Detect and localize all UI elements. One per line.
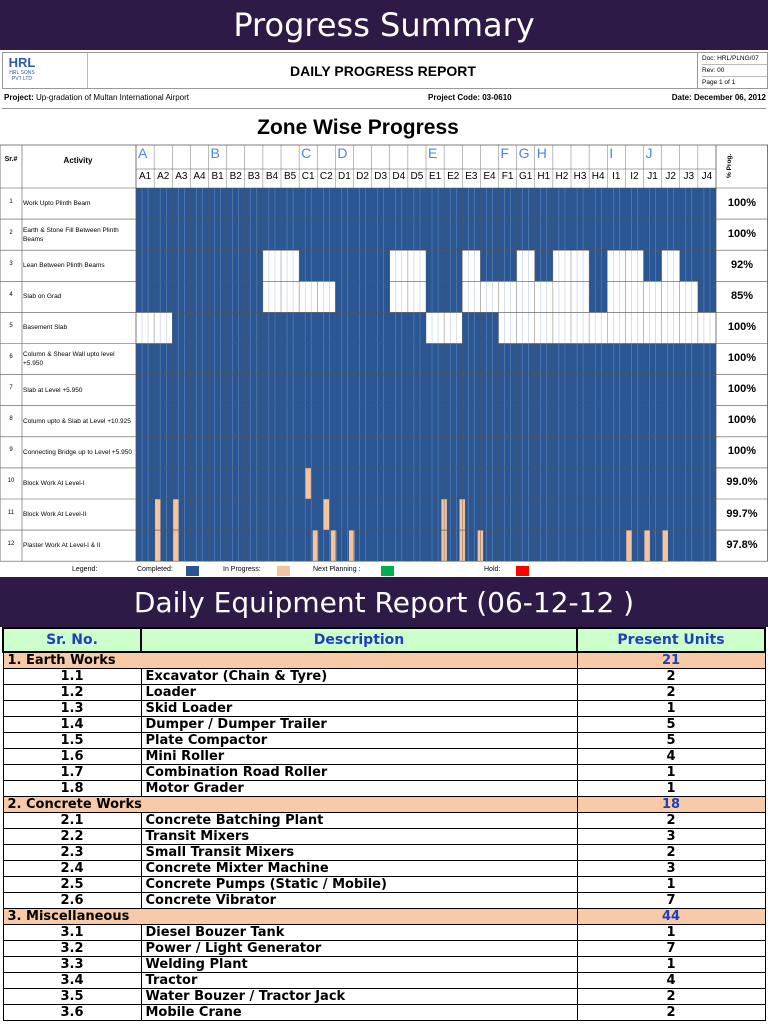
in-progress-bar	[173, 499, 178, 530]
legend-completed-label: Completed:	[137, 566, 173, 573]
table-row	[3, 685, 765, 701]
column-code-e2: E2	[447, 171, 460, 182]
item-sr-no: 3.4	[3, 973, 141, 989]
company-logo: HRL HRL SONS PVT LTD	[8, 55, 36, 82]
activity-label: Plaster Work At Level-I & II	[23, 542, 101, 550]
not-started-cell	[517, 281, 535, 312]
not-started-cell	[281, 250, 299, 281]
not-started-cell	[662, 250, 680, 281]
zone-label-j: J	[645, 145, 653, 161]
legend	[0, 565, 768, 577]
legend-label: Legend:	[72, 566, 98, 573]
column-code-b2: B2	[229, 171, 242, 182]
row-number: 5	[9, 322, 13, 329]
item-description: Water Bouzer / Tractor Jack	[141, 989, 577, 1005]
item-sr-no: 1.1	[3, 669, 141, 685]
equipment-report-banner	[0, 577, 768, 627]
legend-in-progress-swatch	[277, 566, 290, 576]
item-description: Tractor	[141, 973, 577, 989]
item-sr-no: 1.6	[3, 749, 141, 765]
item-present-units: 2	[577, 685, 765, 701]
activity-label: Lean Between Plinth Beams	[23, 262, 105, 270]
column-code-e3: E3	[465, 171, 478, 182]
not-started-cell	[625, 250, 643, 281]
in-progress-bar	[305, 468, 310, 499]
activity-label: Block Work At Level-II	[23, 511, 87, 519]
item-description: Motor Grader	[141, 781, 577, 797]
item-present-units: 1	[577, 701, 765, 717]
column-code-j3: J3	[683, 171, 695, 182]
not-started-cell	[462, 281, 480, 312]
column-code-d2: D2	[356, 171, 369, 182]
legend-in-progress-label: In Progress:	[223, 566, 261, 573]
present-units-header: Present Units	[577, 628, 765, 652]
item-sr-no: 1.3	[3, 701, 141, 717]
row-number: 12	[7, 540, 15, 547]
description-header: Description	[141, 628, 577, 652]
item-sr-no: 2.1	[3, 813, 141, 829]
zone-label-f: F	[500, 145, 510, 161]
column-code-h2: H2	[555, 171, 569, 182]
category-total: 44	[577, 909, 765, 925]
in-progress-bar	[626, 530, 631, 561]
table-row	[3, 925, 765, 941]
item-description: Concrete Vibrator	[141, 893, 577, 909]
item-present-units: 2	[577, 989, 765, 1005]
table-row	[3, 877, 765, 893]
zone-label-d: D	[337, 145, 348, 161]
table-header-row	[3, 628, 765, 652]
equipment-report-title: Daily Equipment Report (06-12-12 )	[133, 586, 635, 619]
column-code-c2: C2	[319, 171, 333, 182]
not-started-cell	[281, 281, 299, 312]
item-present-units: 5	[577, 733, 765, 749]
activity-label: Basement Slab	[23, 324, 68, 332]
sr-no-header: Sr. No.	[3, 628, 141, 652]
not-started-cell	[535, 281, 589, 312]
activity-label: Column & Shear Wall upto level +5.950	[23, 351, 115, 368]
item-present-units: 2	[577, 1005, 765, 1021]
revision: Rev: 00	[702, 65, 767, 77]
project-code: Project Code: 03-0610	[428, 93, 512, 102]
item-present-units: 7	[577, 941, 765, 957]
row-number: 1	[9, 198, 13, 205]
item-description: Loader	[141, 685, 577, 701]
item-present-units: 1	[577, 925, 765, 941]
report-date: Date: December 06, 2012	[671, 93, 766, 102]
row-number: 4	[9, 291, 13, 298]
zone-label-g: G	[518, 145, 530, 161]
not-started-cell	[462, 250, 480, 281]
not-started-cell	[680, 281, 698, 312]
item-description: Skid Loader	[141, 701, 577, 717]
activity-label: Connecting Bridge up to Level +5.950	[23, 448, 132, 456]
item-present-units: 4	[577, 973, 765, 989]
column-code-d3: D3	[374, 171, 388, 182]
item-sr-no: 2.2	[3, 829, 141, 845]
zone-label-i: I	[609, 145, 614, 161]
column-code-j1: J1	[647, 171, 658, 182]
in-progress-bar	[663, 530, 668, 561]
item-description: Concrete Mixter Machine	[141, 861, 577, 877]
item-present-units: 2	[577, 813, 765, 829]
item-present-units: 3	[577, 861, 765, 877]
row-number: 11	[7, 509, 15, 516]
item-sr-no: 3.2	[3, 941, 141, 957]
column-code-h1: H1	[537, 171, 551, 182]
zone-label-e: E	[428, 145, 438, 161]
item-sr-no: 2.4	[3, 861, 141, 877]
equipment-table	[2, 627, 766, 1021]
item-description: Diesel Bouzer Tank	[141, 925, 577, 941]
item-description: Concrete Pumps (Static / Mobile)	[141, 877, 577, 893]
table-row	[3, 669, 765, 685]
item-description: Concrete Batching Plant	[141, 813, 577, 829]
item-present-units: 1	[577, 877, 765, 893]
column-code-d5: D5	[410, 171, 424, 182]
item-description: Welding Plant	[141, 957, 577, 973]
in-progress-bar	[155, 530, 160, 561]
item-sr-no: 1.2	[3, 685, 141, 701]
table-row	[3, 1005, 765, 1021]
report-title: DAILY PROGRESS REPORT	[290, 63, 476, 79]
column-code-b4: B4	[265, 171, 279, 182]
not-started-cell	[317, 281, 335, 312]
not-started-cell	[662, 281, 680, 312]
category-name: 1. Earth Works	[3, 652, 577, 669]
column-code-d1: D1	[338, 171, 351, 182]
item-sr-no: 1.5	[3, 733, 141, 749]
item-present-units: 1	[577, 781, 765, 797]
legend-hold-swatch	[516, 566, 529, 576]
table-row	[3, 749, 765, 765]
row-number: 3	[9, 260, 13, 267]
progress-percent: 99.0%	[726, 476, 758, 489]
not-started-cell	[625, 281, 643, 312]
progress-percent: 99.7%	[726, 507, 758, 520]
zone-label-a: A	[138, 145, 148, 161]
category-row	[3, 909, 765, 925]
item-present-units: 1	[577, 957, 765, 973]
not-started-cell	[607, 250, 625, 281]
legend-completed-swatch	[186, 566, 199, 576]
legend-next-planning-swatch	[381, 566, 394, 576]
not-started-cell	[263, 250, 281, 281]
not-started-cell	[571, 250, 589, 281]
column-code-b1: B1	[211, 171, 224, 182]
table-row	[3, 733, 765, 749]
table-row	[3, 893, 765, 909]
progress-summary-banner	[0, 0, 768, 50]
sr-header: Sr.#	[4, 156, 18, 163]
item-present-units: 5	[577, 717, 765, 733]
item-sr-no: 1.8	[3, 781, 141, 797]
daily-progress-report	[0, 50, 768, 577]
item-description: Plate Compactor	[141, 733, 577, 749]
column-code-h3: H3	[573, 171, 587, 182]
not-started-cell	[553, 250, 571, 281]
column-code-a1: A1	[138, 171, 152, 182]
activity-label: Slab on Grad	[23, 293, 62, 301]
table-row	[3, 861, 765, 877]
table-row	[3, 813, 765, 829]
row-number: 2	[9, 229, 13, 236]
doc-number: Doc: HRL/PLNG/07	[702, 53, 767, 65]
item-description: Excavator (Chain & Tyre)	[141, 669, 577, 685]
table-row	[3, 973, 765, 989]
progress-percent: 92%	[730, 258, 754, 271]
activity-label: Column upto & Slab at Level +10.925	[23, 417, 131, 425]
activity-header: Activity	[63, 156, 93, 165]
item-present-units: 3	[577, 829, 765, 845]
column-code-d4: D4	[392, 171, 406, 182]
activity-label: Work Upto Plinth Beam	[23, 200, 91, 208]
not-started-cell	[263, 281, 281, 312]
progress-percent: 100%	[727, 320, 757, 333]
in-progress-bar	[324, 499, 329, 530]
item-sr-no: 1.7	[3, 765, 141, 781]
item-description: Mini Roller	[141, 749, 577, 765]
category-name: 3. Miscellaneous	[3, 909, 577, 925]
column-code-i2: I2	[630, 171, 639, 182]
in-progress-bar	[173, 530, 178, 561]
column-code-b3: B3	[247, 171, 260, 182]
row-number: 6	[9, 354, 13, 361]
progress-percent: 85%	[730, 289, 754, 302]
zone-label-c: C	[301, 145, 312, 161]
item-present-units: 4	[577, 749, 765, 765]
item-description: Power / Light Generator	[141, 941, 577, 957]
table-row	[3, 845, 765, 861]
table-row	[3, 717, 765, 733]
table-row	[3, 765, 765, 781]
item-present-units: 7	[577, 893, 765, 909]
not-started-cell	[517, 250, 535, 281]
row-number: 9	[9, 447, 13, 454]
item-sr-no: 2.3	[3, 845, 141, 861]
table-row	[3, 989, 765, 1005]
column-code-e1: E1	[428, 171, 442, 182]
item-sr-no: 2.6	[3, 893, 141, 909]
zone-wise-progress-title: Zone Wise Progress	[257, 116, 459, 139]
column-code-h4: H4	[591, 171, 605, 182]
progress-percent: 100%	[727, 445, 757, 458]
column-code-e4: E4	[483, 171, 496, 182]
project-info: Project: Up-gradation of Multan International Airport	[4, 93, 190, 102]
item-description: Small Transit Mixers	[141, 845, 577, 861]
item-sr-no: 2.5	[3, 877, 141, 893]
progress-percent: 100%	[727, 414, 757, 427]
column-code-j4: J4	[701, 171, 713, 182]
zone-label-h: H	[536, 145, 547, 161]
in-progress-bar	[644, 530, 649, 561]
item-description: Mobile Crane	[141, 1005, 577, 1021]
item-description: Combination Road Roller	[141, 765, 577, 781]
item-sr-no: 3.5	[3, 989, 141, 1005]
progress-summary-title: Progress Summary	[233, 6, 535, 44]
row-number: 8	[9, 416, 13, 423]
in-progress-bar	[155, 499, 160, 530]
progress-percent: 100%	[727, 352, 757, 365]
category-total: 18	[577, 797, 765, 813]
category-name: 2. Concrete Works	[3, 797, 577, 813]
column-code-g1: G1	[519, 171, 533, 182]
legend-next-planning-label: Next Planning :	[313, 566, 361, 573]
row-number: 7	[9, 385, 13, 392]
not-started-cell	[644, 281, 662, 312]
column-code-i1: I1	[612, 171, 621, 182]
item-present-units: 1	[577, 765, 765, 781]
item-sr-no: 3.3	[3, 957, 141, 973]
item-sr-no: 3.6	[3, 1005, 141, 1021]
item-sr-no: 1.4	[3, 717, 141, 733]
column-code-b5: B5	[283, 171, 297, 182]
not-started-cell	[299, 281, 317, 312]
pct-header: % Prog.	[726, 153, 733, 179]
progress-percent: 97.8%	[726, 538, 758, 551]
not-started-cell	[607, 281, 625, 312]
table-row	[3, 701, 765, 717]
activity-label: Earth & Stone Fill Between Plinth Beams	[23, 226, 119, 243]
table-row	[3, 781, 765, 797]
item-present-units: 2	[577, 669, 765, 685]
item-present-units: 2	[577, 845, 765, 861]
progress-percent: 100%	[727, 227, 757, 240]
column-code-a3: A3	[175, 171, 188, 182]
item-description: Transit Mixers	[141, 829, 577, 845]
category-row	[3, 652, 765, 669]
page-count: Page 1 of 1	[702, 79, 736, 86]
category-row	[3, 797, 765, 813]
table-row	[3, 941, 765, 957]
zone-label-b: B	[210, 145, 220, 161]
column-code-j2: J2	[665, 171, 676, 182]
column-code-c1: C1	[301, 171, 315, 182]
row-number: 10	[7, 478, 15, 485]
table-row	[3, 829, 765, 845]
activity-label: Block Work At Level-I	[23, 479, 85, 487]
column-code-a4: A4	[193, 171, 206, 182]
activity-label: Slab at Level +5.950	[23, 386, 83, 394]
item-description: Dumper / Dumper Trailer	[141, 717, 577, 733]
category-total: 21	[577, 652, 765, 669]
progress-percent: 100%	[727, 383, 757, 396]
legend-hold-label: Hold:	[484, 566, 501, 573]
item-sr-no: 3.1	[3, 925, 141, 941]
column-code-f1: F1	[501, 171, 514, 182]
column-code-a2: A2	[157, 171, 170, 182]
progress-percent: 100%	[727, 196, 757, 209]
table-row	[3, 957, 765, 973]
